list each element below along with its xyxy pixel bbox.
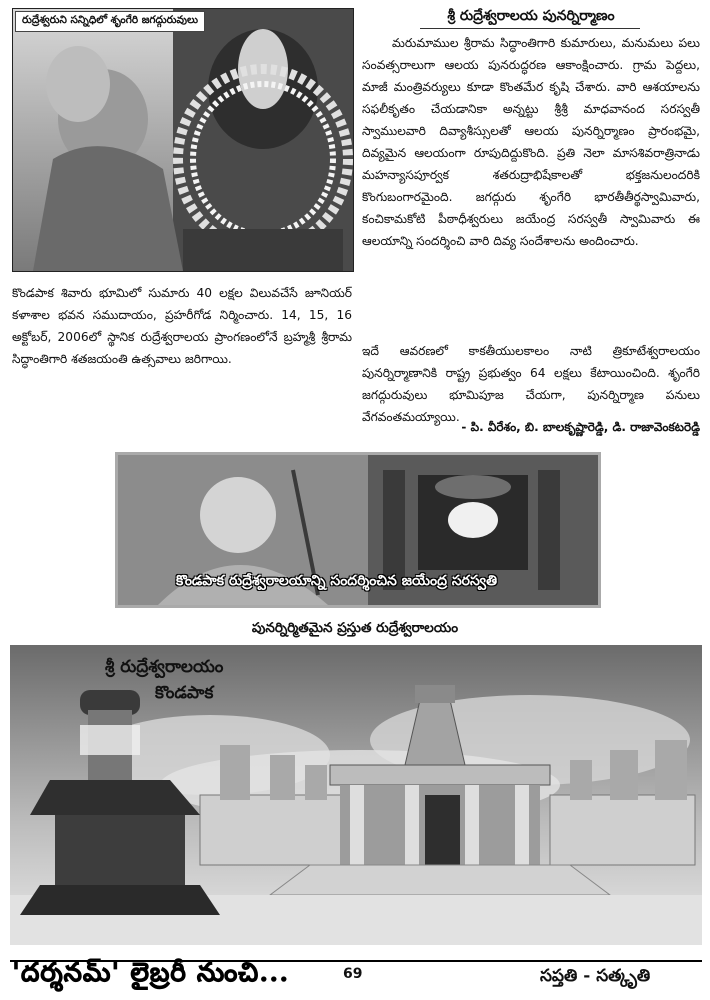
article-paragraph-1: మరుమాముల శ్రీరామ సిద్ధాంతిగారి కుమారులు, మనుమలు పలు సంవత్సరాలుగా ఆలయ పునరుద్ధరణ ఆకాంక్షించారు. గ్రామ పెద్దలు, మాజీ మంత్రివర్యులు కూడా కొంతమేర కృషి చేశారు. వారి ఆశయాలను సఫలీకృతం చేయడానికా అన్నట్టు శ్రీశ్రీ మాధవానంద సరస్వతీ స్వాములవారి దివ్యాశీస్సులతో ఆలయ పునర్నిర్మాణం ప్రారంభమై, దివ్యమైన ఆలయంగా రూపుదిద్దుకొంది. ప్రతి నెలా మాసశివరాత్రినాడు మహన్యాసపూర్వక శతరుద్రాభిషేకాలతో భక్తజనులందరికి కొంగుబంగారమైంది. జగద్గురు శృంగేరి భారతీతీర్థస్వామివారు, కంచికామకోటి పీఠాధీశ్వరులు జయేంద్ర సరస్వతీ స్వామివారు ఈ ఆలయాన్ని సందర్శించి వారి దివ్య సందేశాలను అందించారు. xyxy=(362,36,700,248)
footer-library-title: 'దర్శనమ్' లైబ్రరీ నుంచి... xyxy=(12,958,290,988)
top-left-photo xyxy=(12,8,354,272)
left-column-text: కొండపాక శివారు భూమిలో సుమారు 40 లక్షల విలువచేసే జూనియర్ కళాశాల భవన సముదాయం, ప్రహరీగోడ నిర్మించారు. 14, 15, 16 అక్టోబర్, 2006లో స్థానిక రుద్రేశ్వరాలయ ప్రాంగణంలోనే బ్రహ్మశ్రీ శ్రీరామ సిద్ధాంతిగారి శతజయంతి ఉత్సవాలు జరిగాయి. xyxy=(12,286,352,366)
banner-title: శ్రీ రుద్రేశ్వరాలయం xyxy=(105,657,224,677)
middle-photo-caption: కొండపాక రుద్రేశ్వరాలయాన్ని సందర్శించిన జయేంద్ర సరస్వతి xyxy=(176,573,498,589)
page-number: 69 xyxy=(343,966,363,982)
heading-underline xyxy=(420,28,640,29)
middle-photo xyxy=(115,452,601,608)
article-credit: - పి. వీరేశం, బి. బాలకృష్ణారెడ్డి, డి. రాజావెంకటరెడ్డి xyxy=(461,420,700,434)
priest-at-shrine-illustration xyxy=(13,9,353,271)
footer-publication-name: సప్తతి - సత్కృతి xyxy=(540,966,651,986)
article-paragraph-2: ఇదే ఆవరణలో కాకతీయులకాలం నాటి త్రికూటేశ్వరాలయం పునర్నిర్మాణానికి రాష్ట్ర ప్రభుత్వం 64 లక్షలు కేటాయించింది. శృంగేరి జగద్గురువులు భూమిపూజ చేయగా, పునర్నిర్మాణ పనులు వేగవంతమయ్యాయి. xyxy=(362,344,700,424)
article-heading: శ్రీ రుద్రేశ్వరాలయ పునర్నిర్మాణం xyxy=(447,8,615,24)
rudreshwara-temple-illustration xyxy=(10,645,702,945)
banner-subtitle: కొండపాక xyxy=(155,683,214,703)
top-photo-caption: రుద్రేశ్వరుని సన్నిధిలో శృంగేరి జగద్గురువులు xyxy=(15,11,205,32)
temple-photo-caption: పునర్నిర్మితమైన ప్రస్తుత రుద్రేశ్వరాలయం xyxy=(251,620,459,636)
temple-photo xyxy=(10,645,702,945)
